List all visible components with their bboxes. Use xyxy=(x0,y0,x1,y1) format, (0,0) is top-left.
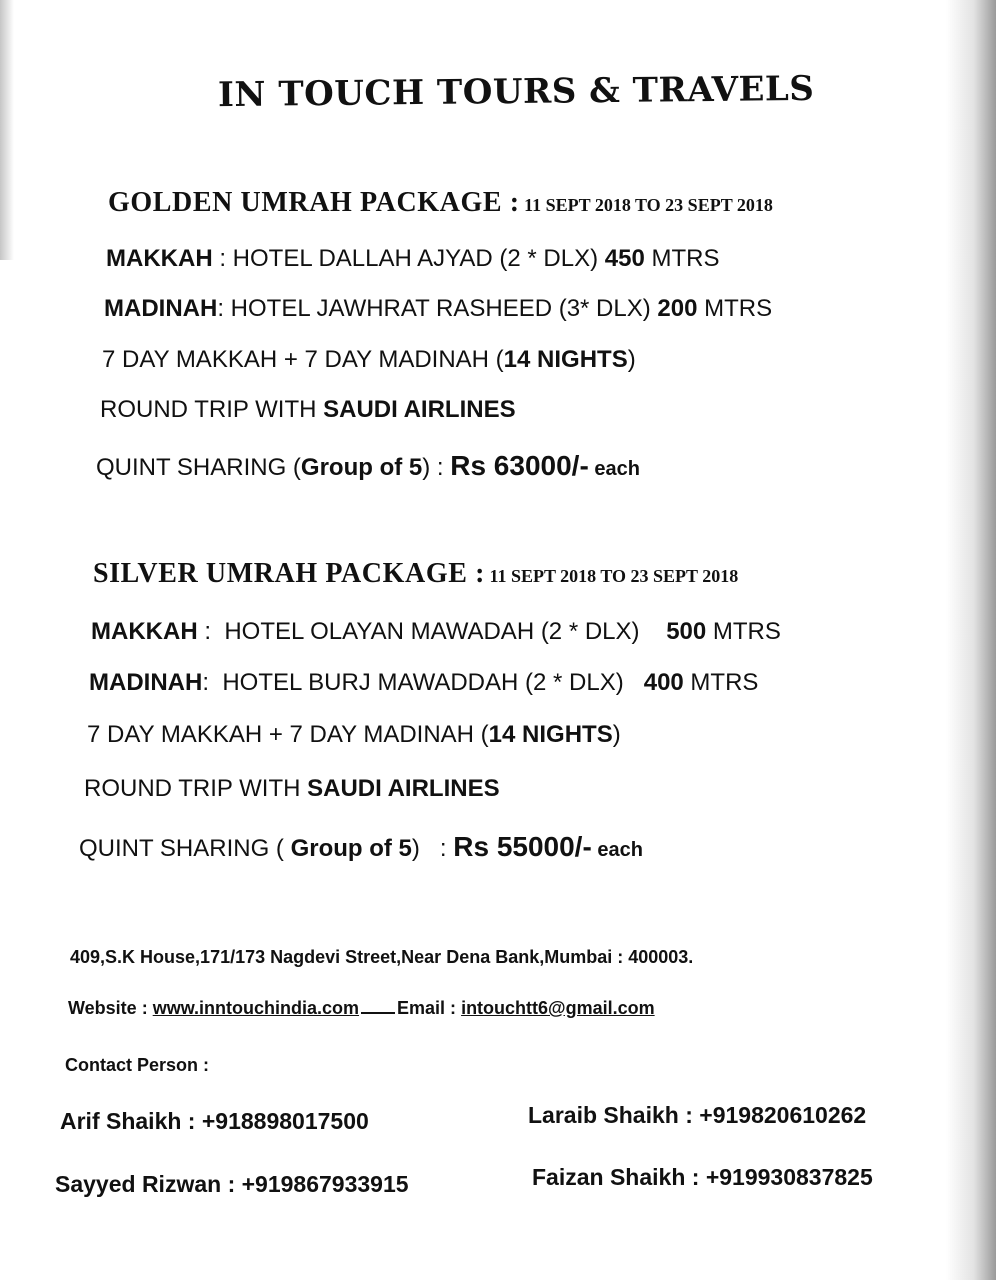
golden-makkah-label: MAKKAH xyxy=(106,245,213,272)
golden-sharing: QUINT SHARING ( xyxy=(96,454,301,481)
golden-nights: 14 NIGHTS xyxy=(503,346,628,373)
email-link[interactable]: intouchtt6@gmail.com xyxy=(461,998,655,1018)
silver-package-title: SILVER UMRAH PACKAGE : xyxy=(93,558,486,589)
silver-trip: ROUND TRIP WITH xyxy=(84,775,308,802)
contact-sayyed: Sayyed Rizwan : +919867933915 xyxy=(55,1171,409,1197)
golden-package-dates: 11 SEPT 2018 TO 23 SEPT 2018 xyxy=(524,195,773,215)
golden-makkah-hotel: : HOTEL DALLAH AJYAD (2 * DLX) xyxy=(212,245,605,272)
contact-faizan: Faizan Shaikh : +919930837825 xyxy=(532,1164,873,1190)
silver-airline: SAUDI AIRLINES xyxy=(307,775,500,802)
silver-package-heading-row xyxy=(93,558,738,590)
silver-makkah-label: MAKKAH xyxy=(91,618,198,645)
golden-package-title: GOLDEN UMRAH PACKAGE : xyxy=(108,187,520,218)
silver-madinah-hotel: : HOTEL BURJ MAWADDAH (2 * DLX) xyxy=(202,669,644,696)
website-label: Website : xyxy=(68,998,153,1018)
golden-group: Group of 5 xyxy=(300,454,423,481)
website-link[interactable]: www.inntouchindia.com xyxy=(152,998,360,1018)
silver-package-dates: 11 SEPT 2018 TO 23 SEPT 2018 xyxy=(489,566,739,586)
golden-price: Rs 63000/- xyxy=(450,450,589,481)
email-label: Email : xyxy=(397,998,462,1018)
silver-makkah-distance: 500 xyxy=(666,618,707,645)
silver-trip-row xyxy=(84,775,500,803)
golden-each: each xyxy=(588,458,640,480)
silver-madinah-label: MADINAH xyxy=(89,669,203,696)
silver-days: 7 DAY MAKKAH + 7 DAY MADINAH ( xyxy=(87,721,489,748)
golden-makkah-distance: 450 xyxy=(604,245,645,272)
contact-arif: Arif Shaikh : +918898017500 xyxy=(60,1108,369,1134)
golden-trip-row xyxy=(100,396,516,424)
silver-group: Group of 5 xyxy=(290,835,412,862)
golden-nights-close: ) xyxy=(627,346,636,373)
divider-underline xyxy=(361,1012,395,1014)
golden-duration-row xyxy=(102,346,636,374)
silver-nights: 14 NIGHTS xyxy=(488,721,613,748)
silver-price: Rs 55000/- xyxy=(453,831,592,862)
golden-price-row xyxy=(96,450,640,482)
company-title: IN TOUCH TOURS & TRAVELS xyxy=(217,68,815,116)
contact-person-label: Contact Person : xyxy=(65,1055,210,1075)
silver-sharing: QUINT SHARING ( xyxy=(79,835,291,862)
golden-package-heading-row xyxy=(108,187,773,219)
silver-each: each xyxy=(591,839,643,861)
silver-sharing-close: ) : xyxy=(411,835,454,862)
golden-madinah-hotel: : HOTEL JAWHRAT RASHEED (3* DLX) xyxy=(217,295,658,322)
silver-duration-row xyxy=(87,721,621,749)
scan-shadow-right xyxy=(946,0,996,1280)
golden-madinah-unit: MTRS xyxy=(697,295,773,322)
scan-shadow-left xyxy=(0,0,14,260)
contact-laraib: Laraib Shaikh : +919820610262 xyxy=(528,1102,867,1128)
silver-makkah-row xyxy=(91,618,781,646)
silver-madinah-row xyxy=(89,669,758,697)
golden-trip: ROUND TRIP WITH xyxy=(100,396,324,423)
silver-makkah-unit: MTRS xyxy=(706,618,781,645)
golden-days: 7 DAY MAKKAH + 7 DAY MADINAH ( xyxy=(102,346,504,373)
silver-madinah-distance: 400 xyxy=(643,669,684,696)
golden-madinah-distance: 200 xyxy=(657,295,698,322)
address: 409,S.K House,171/173 Nagdevi Street,Near Dena Bank,Mumbai : 400003. xyxy=(70,947,694,967)
golden-makkah-unit: MTRS xyxy=(644,245,720,272)
silver-price-row xyxy=(79,831,643,863)
golden-makkah-row xyxy=(106,245,720,273)
website-email-row xyxy=(68,998,655,1019)
golden-airline: SAUDI AIRLINES xyxy=(323,396,516,423)
silver-madinah-unit: MTRS xyxy=(683,669,759,696)
golden-sharing-close: ) : xyxy=(422,454,451,481)
silver-nights-close: ) xyxy=(612,721,621,748)
golden-madinah-row xyxy=(104,295,772,323)
silver-makkah-hotel: : HOTEL OLAYAN MAWADAH (2 * DLX) xyxy=(197,618,667,645)
golden-madinah-label: MADINAH xyxy=(104,295,218,322)
